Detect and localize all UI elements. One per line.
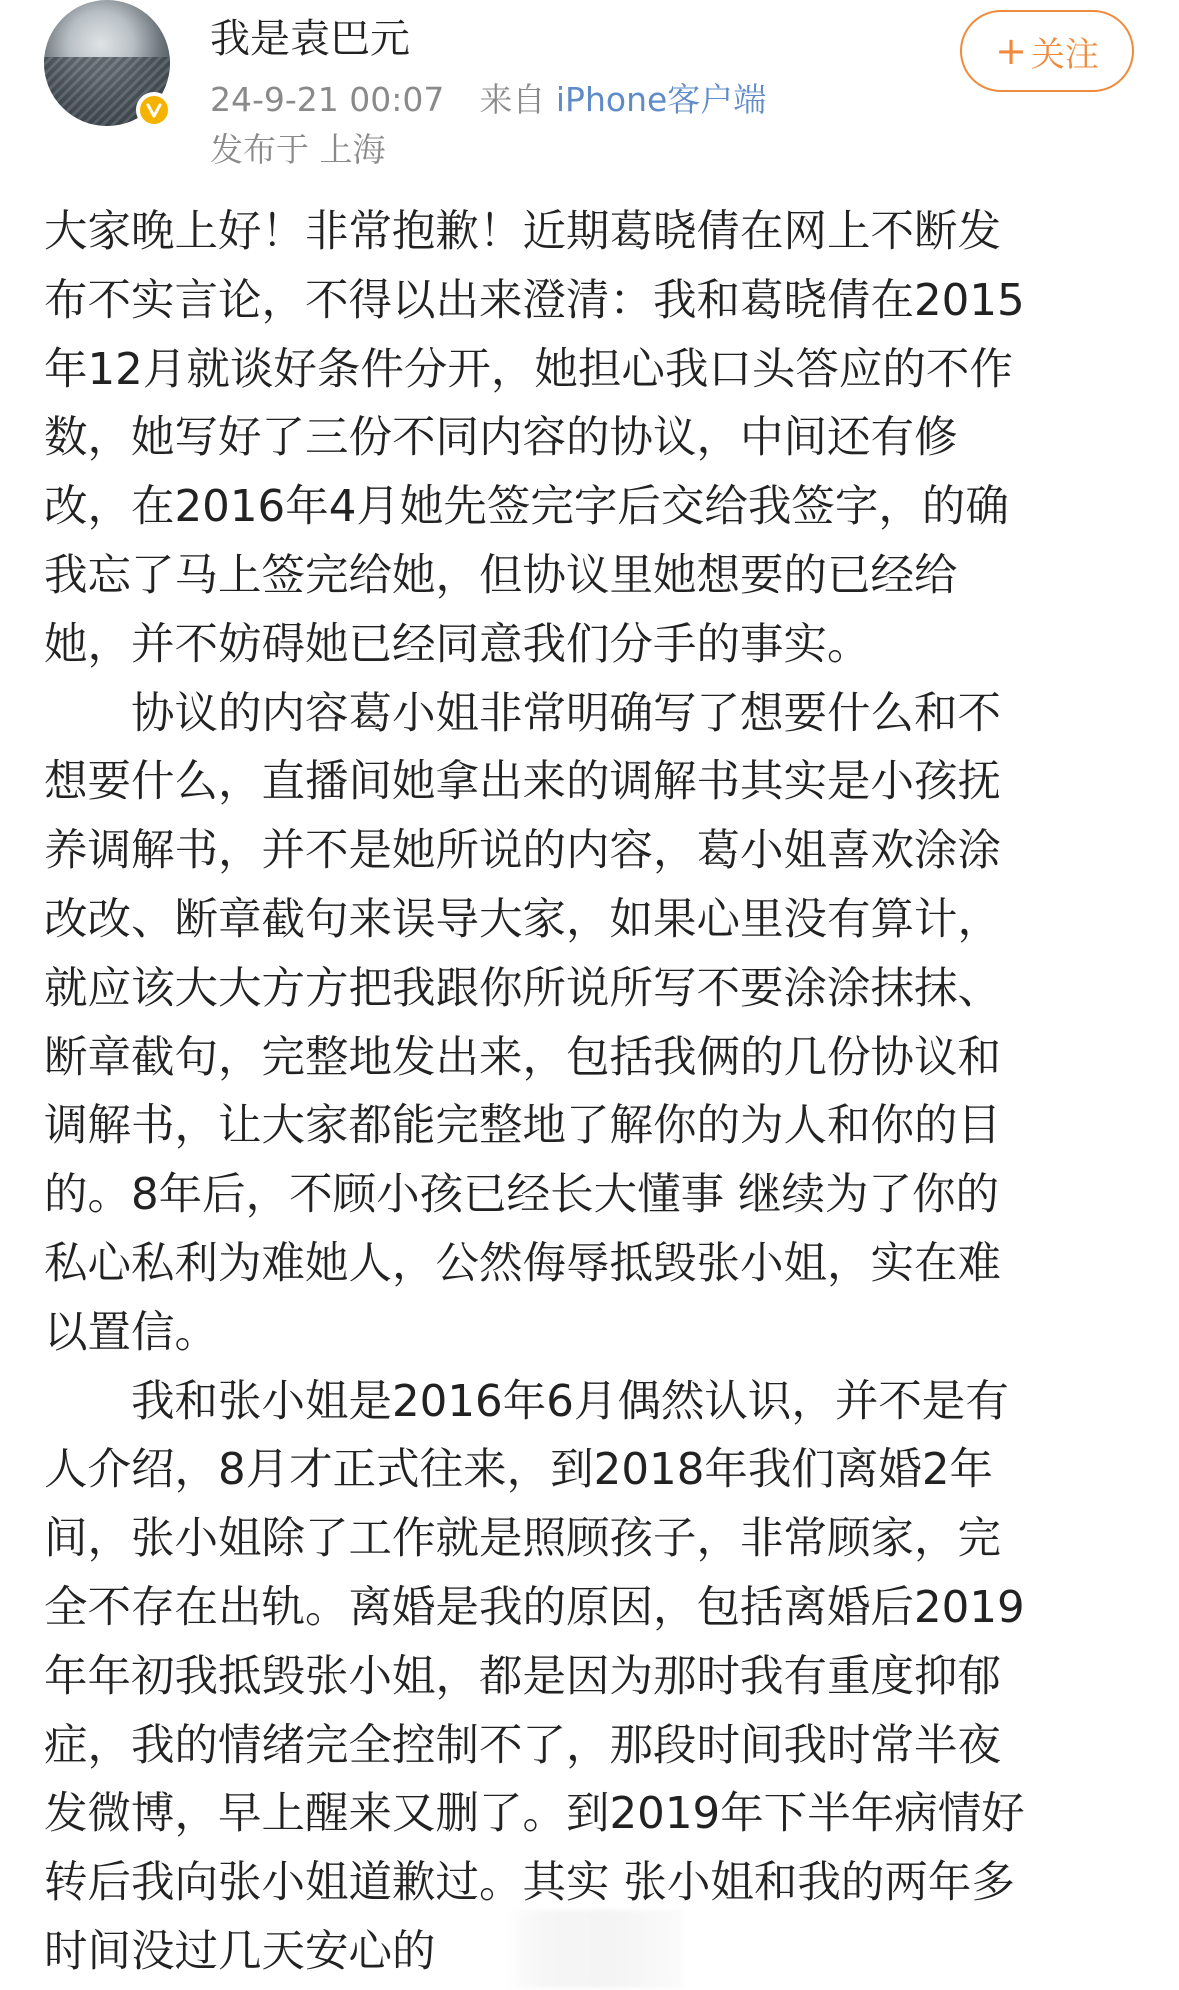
text-line: 就应该大大方方把我跟你所说所写不要涂涂抹抹、: [44, 963, 1001, 1014]
text-line: 人介绍，8月才正式往来，到2018年我们离婚2年: [44, 1445, 994, 1496]
source-prefix: 来自: [479, 80, 546, 119]
text-line: 转后我向张小姐道歉过。其实 张小姐和我的两年多: [44, 1858, 1015, 1909]
text-line: 协议的内容葛小姐非常明确写了想要什么和不: [131, 688, 1001, 739]
text-line: 她，并不妨碍她已经同意我们分手的事实。: [44, 619, 871, 670]
post-location: 发布于 上海: [210, 130, 386, 169]
text-line: 改，在2016年4月她先签完字后交给我签字，的确: [44, 482, 1009, 533]
text-line: 时间没过几天安心的: [44, 1926, 436, 1977]
text-line: 全不存在出轨。离婚是我的原因，包括离婚后2019: [44, 1582, 1025, 1633]
post-meta: [210, 78, 766, 122]
post-content: [44, 198, 1144, 1987]
text-line: 大家晚上好！非常抱歉！近期葛晓倩在网上不断发: [44, 207, 1001, 257]
text-line: 数，她写好了三份不同内容的协议，中间还有修: [44, 413, 958, 464]
username[interactable]: 我是袁巴元: [210, 16, 410, 62]
text-line: 年年初我抵毁张小姐，都是因为那时我有重度抑郁: [44, 1651, 1001, 1702]
plus-icon: +: [995, 29, 1027, 73]
text-line: 的。8年后，不顾小孩已经长大懂事 继续为了你的: [44, 1170, 1000, 1221]
paragraph-1: [44, 198, 1144, 680]
text-line: 想要什么，直播间她拿出来的调解书其实是小孩抚: [44, 757, 1001, 808]
text-line: 间，张小姐除了工作就是照顾孩子，非常顾家，完: [44, 1514, 1001, 1565]
follow-button[interactable]: [960, 10, 1134, 92]
text-line: 养调解书，并不是她所说的内容，葛小姐喜欢涂涂: [44, 826, 1001, 877]
paragraph-3: [44, 1368, 1144, 1987]
text-line: 我和张小姐是2016年6月偶然认识，并不是有: [131, 1376, 1009, 1427]
avatar[interactable]: [44, 0, 170, 126]
text-line: 布不实言论，不得以出来澄清：我和葛晓倩在2015: [44, 275, 1025, 326]
text-line: 改改、断章截句来误导大家，如果心里没有算计，: [44, 894, 1001, 945]
blurred-text-mask: [506, 1910, 682, 1988]
post-header: [0, 0, 1179, 190]
text-line: 我忘了马上签完给她，但协议里她想要的已经给: [44, 550, 958, 601]
verified-badge-icon: [136, 92, 172, 128]
text-line: 断章截句，完整地发出来，包括我俩的几份协议和: [44, 1032, 1001, 1083]
text-line: 年12月就谈好条件分开，她担心我口头答应的不作: [44, 344, 1013, 395]
text-line: 私心私利为难她人，公然侮辱抵毁张小姐，实在难: [44, 1238, 1001, 1289]
verified-v-icon: [145, 101, 163, 119]
text-line: 调解书，让大家都能完整地了解你的为人和你的目: [44, 1101, 1001, 1152]
follow-button-label: 关注: [1030, 34, 1099, 75]
source-link[interactable]: iPhone客户端: [555, 80, 767, 119]
paragraph-2: [44, 680, 1144, 1368]
post-timestamp: 24-9-21 00:07: [210, 80, 445, 119]
text-line: 以置信。: [44, 1307, 218, 1358]
text-line: 发微博，早上醒来又删了。到2019年下半年病情好: [44, 1789, 1025, 1840]
text-line: 症，我的情绪完全控制不了，那段时间我时常半夜: [44, 1720, 1001, 1771]
